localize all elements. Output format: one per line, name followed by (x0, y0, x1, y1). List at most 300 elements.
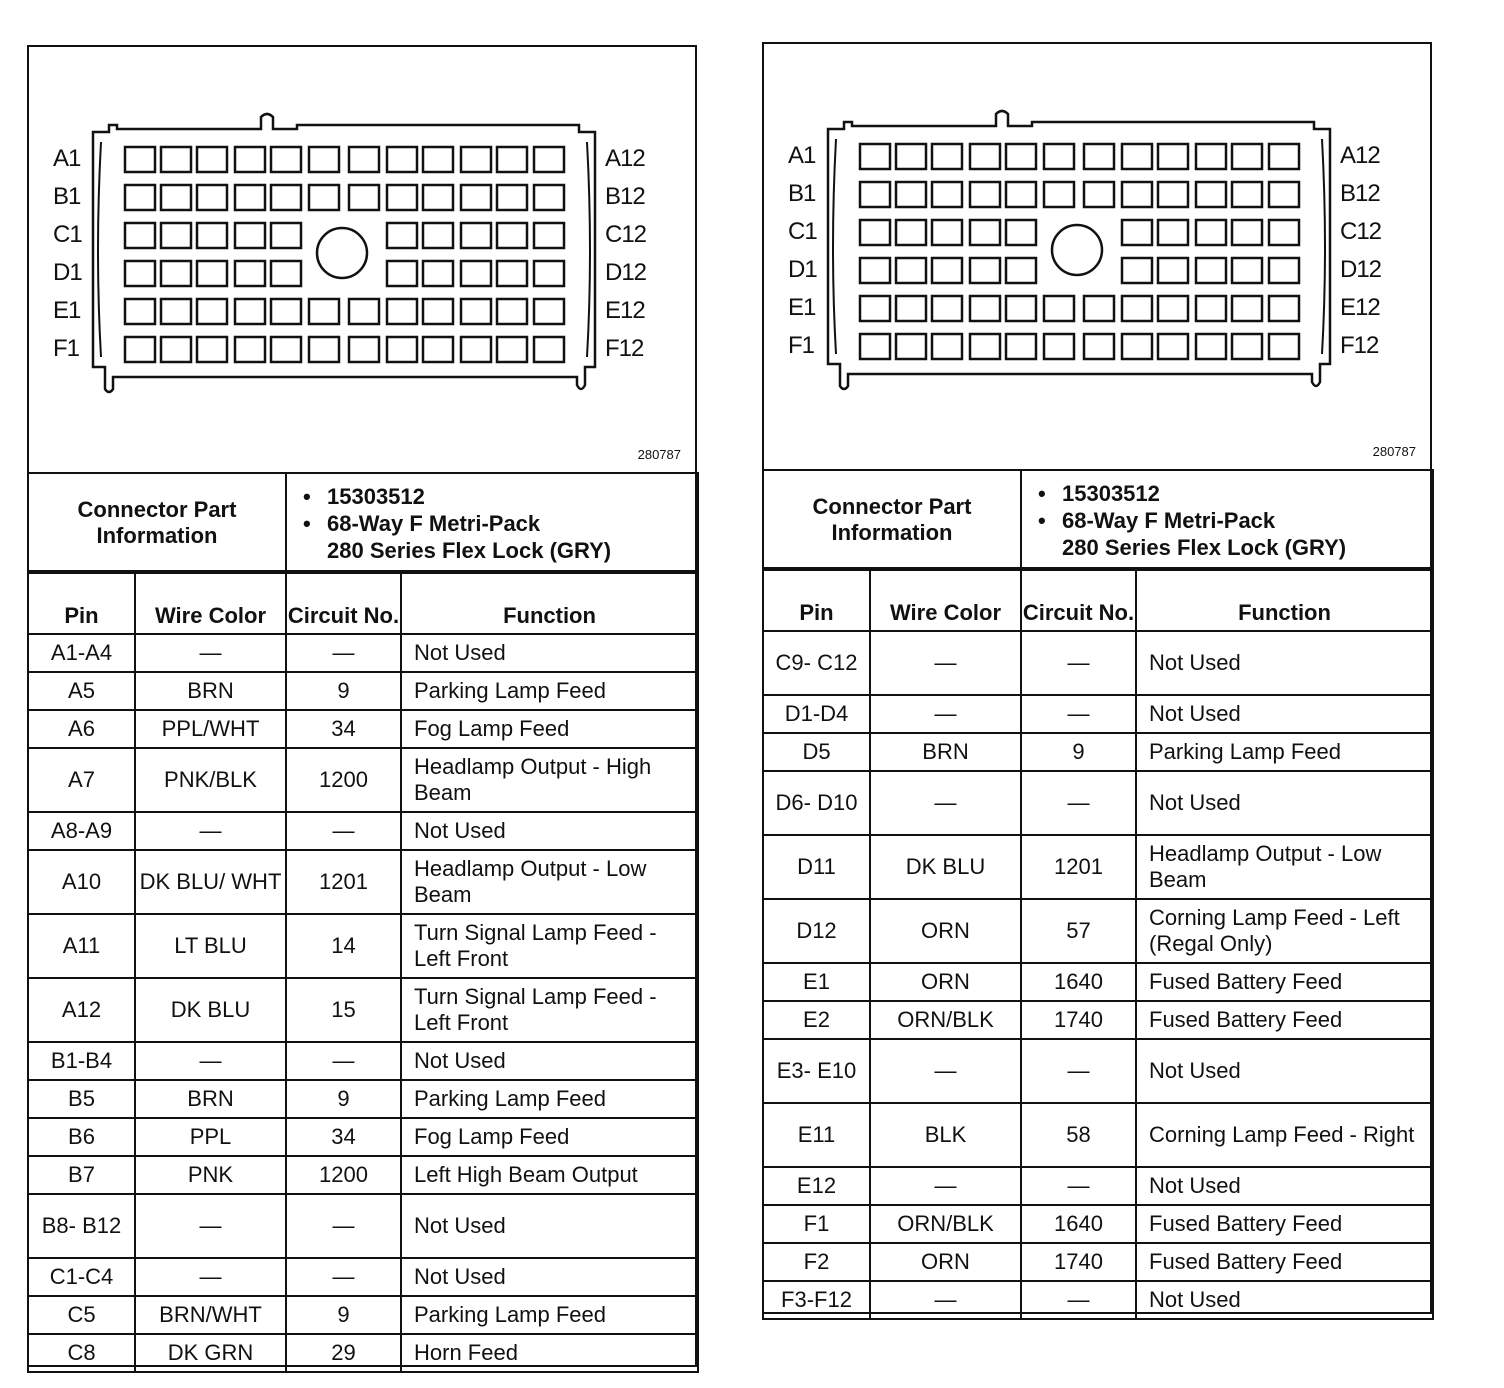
pin-cavity (161, 337, 191, 362)
function-cell: Fog Lamp Feed (401, 1118, 698, 1156)
pin-cell: D12 (763, 899, 870, 963)
row-label-right: F12 (605, 335, 644, 362)
pinout-table (27, 570, 699, 1373)
circuit-cell: 15 (286, 978, 401, 1042)
pin-cavity (461, 261, 491, 286)
circuit-cell: — (286, 1194, 401, 1258)
header-function: Function (401, 571, 698, 634)
table-row (28, 1296, 698, 1334)
pin-cavity (860, 334, 890, 359)
center-bolt-hole (1052, 225, 1102, 275)
function-cell: Parking Lamp Feed (401, 1080, 698, 1118)
table-row (763, 631, 1433, 695)
pin-cavity (1006, 182, 1036, 207)
table-row (763, 695, 1433, 733)
pin-cavity (970, 182, 1000, 207)
pin-cavity (1232, 334, 1262, 359)
pin-cavity (1269, 334, 1299, 359)
table-row (763, 733, 1433, 771)
row-label-left: B1 (788, 180, 816, 207)
pin-cavity (1196, 296, 1226, 321)
pin-cavity (161, 261, 191, 286)
function-cell: Headlamp Output - High Beam (401, 748, 698, 812)
pin-cavity (125, 185, 155, 210)
pin-cavity (235, 337, 265, 362)
pin-cavity (497, 261, 527, 286)
connector-diagram (29, 47, 695, 472)
wire-color-cell: ORN/BLK (870, 1205, 1021, 1243)
pin-cavity (271, 299, 301, 324)
pin-cavity (534, 223, 564, 248)
pin-cavity (970, 144, 1000, 169)
header-function: Function (1136, 568, 1433, 631)
function-cell: Headlamp Output - Low Beam (401, 850, 698, 914)
pin-cell: F1 (763, 1205, 870, 1243)
wire-color-cell: PPL (135, 1118, 286, 1156)
wire-color-cell: DK BLU (870, 835, 1021, 899)
pin-cavity (387, 185, 417, 210)
connector-panel-left (27, 45, 697, 1367)
wire-color-cell: PPL/WHT (135, 710, 286, 748)
table-row (763, 899, 1433, 963)
pin-cell: A7 (28, 748, 135, 812)
pin-cavity (125, 261, 155, 286)
circuit-cell: 9 (286, 1080, 401, 1118)
pin-cavity (387, 223, 417, 248)
table-row (763, 835, 1433, 899)
pin-cavity (1269, 144, 1299, 169)
pin-cavity (1196, 258, 1226, 283)
pin-cavity (461, 185, 491, 210)
row-label-left: D1 (53, 259, 82, 286)
circuit-cell: — (1021, 771, 1136, 835)
pin-cavity (1006, 220, 1036, 245)
pin-cavity (423, 299, 453, 324)
header-circuit-no: Circuit No. (1021, 568, 1136, 631)
pinout-table-body (28, 634, 698, 1372)
table-row (28, 1156, 698, 1194)
pin-cavity (970, 258, 1000, 283)
pin-cell: E3- E10 (763, 1039, 870, 1103)
pin-cavity (235, 223, 265, 248)
circuit-cell: — (1021, 695, 1136, 733)
table-row (763, 1001, 1433, 1039)
pin-cell: D6- D10 (763, 771, 870, 835)
function-cell: Parking Lamp Feed (1136, 733, 1433, 771)
pin-cell: D11 (763, 835, 870, 899)
header-wire-color: Wire Color (870, 568, 1021, 631)
pin-cell: A10 (28, 850, 135, 914)
row-label-right: E12 (605, 297, 645, 324)
wire-color-cell: — (135, 634, 286, 672)
table-row (763, 1281, 1433, 1319)
pin-cell: E2 (763, 1001, 870, 1039)
row-label-right: A12 (1340, 142, 1380, 169)
figure-ref-id: 280787 (1372, 444, 1416, 459)
pin-cell: A8-A9 (28, 812, 135, 850)
pin-cavity (197, 261, 227, 286)
pin-cavity (125, 299, 155, 324)
function-cell: Parking Lamp Feed (401, 672, 698, 710)
pin-cavity (1084, 144, 1114, 169)
pin-cavity (197, 147, 227, 172)
pin-cavity (423, 261, 453, 286)
pin-cavity (534, 185, 564, 210)
pin-cavity (387, 261, 417, 286)
circuit-cell: 1201 (1021, 835, 1136, 899)
wire-color-cell: LT BLU (135, 914, 286, 978)
function-cell: Not Used (1136, 631, 1433, 695)
pin-cavity (497, 147, 527, 172)
connector-face-drawing (764, 44, 1430, 469)
function-cell: Fused Battery Feed (1136, 963, 1433, 1001)
pin-cavity (271, 261, 301, 286)
wire-color-cell: BRN (135, 1080, 286, 1118)
row-label-left: A1 (788, 142, 816, 169)
pin-cell: D5 (763, 733, 870, 771)
pin-cavity (387, 337, 417, 362)
pin-cavity (1044, 182, 1074, 207)
pin-cavity (1158, 334, 1188, 359)
pin-cavity (1006, 334, 1036, 359)
pin-cell: A5 (28, 672, 135, 710)
pin-cavity (197, 185, 227, 210)
pin-cavity (896, 258, 926, 283)
row-label-right: B12 (605, 183, 645, 210)
pin-cavity (197, 223, 227, 248)
row-label-left: C1 (53, 221, 82, 248)
circuit-cell: — (286, 1258, 401, 1296)
pin-cavity (860, 144, 890, 169)
row-label-right: D12 (605, 259, 647, 286)
part-number: • 15303512 (327, 483, 697, 510)
pin-cavity (1269, 182, 1299, 207)
circuit-cell: 34 (286, 710, 401, 748)
wire-color-cell: BRN (870, 733, 1021, 771)
function-cell: Not Used (1136, 1167, 1433, 1205)
circuit-cell: — (286, 634, 401, 672)
pin-cell: E12 (763, 1167, 870, 1205)
connector-info-table (27, 472, 699, 574)
pin-cavity (461, 337, 491, 362)
pin-cavity (1196, 144, 1226, 169)
pin-cavity (896, 296, 926, 321)
wire-color-cell: — (870, 1281, 1021, 1319)
function-cell: Headlamp Output - Low Beam (1136, 835, 1433, 899)
connector-info-label: Connector Part Information (763, 470, 1021, 570)
wire-color-cell: DK BLU (135, 978, 286, 1042)
part-number: • 15303512 (1062, 480, 1432, 507)
circuit-cell: — (1021, 1281, 1136, 1319)
table-row (28, 1080, 698, 1118)
table-row (28, 812, 698, 850)
wire-color-cell: DK BLU/ WHT (135, 850, 286, 914)
circuit-cell: — (286, 1042, 401, 1080)
wire-color-cell: ORN/BLK (870, 1001, 1021, 1039)
pinout-table-body (763, 631, 1433, 1319)
pin-cavity (349, 299, 379, 324)
pin-cavity (534, 261, 564, 286)
housing-edge (98, 142, 101, 357)
pin-cavity (860, 220, 890, 245)
pin-cavity (235, 261, 265, 286)
table-row (28, 850, 698, 914)
pinout-table (762, 567, 1434, 1320)
pin-cavity (1269, 296, 1299, 321)
pin-cavity (161, 299, 191, 324)
circuit-cell: 57 (1021, 899, 1136, 963)
pin-cell: B7 (28, 1156, 135, 1194)
header-wire-color: Wire Color (135, 571, 286, 634)
housing-edge (833, 139, 836, 354)
table-row (28, 1042, 698, 1080)
pin-cavity (860, 182, 890, 207)
function-cell: Left High Beam Output (401, 1156, 698, 1194)
pin-cell: E11 (763, 1103, 870, 1167)
pin-cavity (896, 182, 926, 207)
circuit-cell: 1640 (1021, 963, 1136, 1001)
pin-cavity (1006, 144, 1036, 169)
circuit-cell: 29 (286, 1334, 401, 1372)
pin-cavity (1158, 144, 1188, 169)
pin-cavity (197, 299, 227, 324)
row-label-left: C1 (788, 218, 817, 245)
pin-cavity (932, 258, 962, 283)
circuit-cell: 1200 (286, 748, 401, 812)
table-row (763, 1205, 1433, 1243)
circuit-cell: 34 (286, 1118, 401, 1156)
function-cell: Not Used (1136, 1039, 1433, 1103)
pin-cell: B5 (28, 1080, 135, 1118)
function-cell: Horn Feed (401, 1334, 698, 1372)
part-desc-line2: 280 Series Flex Lock (GRY) (1062, 534, 1347, 560)
pin-cavity (1158, 258, 1188, 283)
pin-cavity (932, 182, 962, 207)
part-desc-line2: 280 Series Flex Lock (GRY) (327, 537, 612, 563)
pin-cavity (271, 147, 301, 172)
circuit-cell: 58 (1021, 1103, 1136, 1167)
circuit-cell: 1640 (1021, 1205, 1136, 1243)
connector-housing (828, 111, 1330, 389)
connector-info-values (1021, 470, 1433, 570)
housing-edge (1322, 139, 1325, 354)
function-cell: Not Used (401, 1258, 698, 1296)
pin-cavity (387, 299, 417, 324)
pin-cell: C5 (28, 1296, 135, 1334)
pin-cavity (1006, 296, 1036, 321)
pin-cavity (1232, 182, 1262, 207)
connector-diagram (764, 44, 1430, 469)
figure-ref-id: 280787 (637, 447, 681, 462)
pin-cavity (309, 147, 339, 172)
pin-cavity (125, 337, 155, 362)
pin-cavity (1196, 220, 1226, 245)
pin-cavity (125, 147, 155, 172)
pin-cavity (1232, 220, 1262, 245)
pin-cavity (423, 147, 453, 172)
pin-cell: C8 (28, 1334, 135, 1372)
pin-cavity (896, 334, 926, 359)
circuit-cell: 1200 (286, 1156, 401, 1194)
housing-edge (587, 142, 590, 357)
table-row (763, 771, 1433, 835)
wire-color-cell: — (870, 631, 1021, 695)
table-row (28, 748, 698, 812)
wire-color-cell: PNK (135, 1156, 286, 1194)
circuit-cell: 14 (286, 914, 401, 978)
function-cell: Not Used (1136, 771, 1433, 835)
pin-cavity (1084, 296, 1114, 321)
pin-cavity (896, 220, 926, 245)
table-row (763, 1039, 1433, 1103)
pin-cavity (1158, 296, 1188, 321)
wire-color-cell: — (870, 1039, 1021, 1103)
pin-cavity (309, 299, 339, 324)
pin-cavity (1084, 182, 1114, 207)
wire-color-cell: — (870, 1167, 1021, 1205)
connector-face-drawing (29, 47, 695, 472)
function-cell: Fused Battery Feed (1136, 1205, 1433, 1243)
header-pin: Pin (28, 571, 135, 634)
pin-cavity (497, 299, 527, 324)
table-row (28, 1334, 698, 1372)
pin-cavity (1232, 258, 1262, 283)
row-label-right: C12 (605, 221, 647, 248)
pin-cavity (271, 223, 301, 248)
pin-cavity (161, 147, 191, 172)
wire-color-cell: — (135, 812, 286, 850)
circuit-cell: 9 (1021, 733, 1136, 771)
circuit-cell: 9 (286, 672, 401, 710)
pin-cavity (1122, 296, 1152, 321)
pin-cell: F2 (763, 1243, 870, 1281)
pin-cavity (271, 337, 301, 362)
pin-cell: A12 (28, 978, 135, 1042)
pin-cavity (932, 334, 962, 359)
circuit-cell: 1740 (1021, 1243, 1136, 1281)
pin-cavity (932, 144, 962, 169)
function-cell: Turn Signal Lamp Feed - Left Front (401, 978, 698, 1042)
pin-cell: B8- B12 (28, 1194, 135, 1258)
pin-cavity (896, 144, 926, 169)
table-row (28, 634, 698, 672)
pin-cell: F3-F12 (763, 1281, 870, 1319)
circuit-cell: 9 (286, 1296, 401, 1334)
row-label-right: F12 (1340, 332, 1379, 359)
pin-cavity (423, 223, 453, 248)
pin-cavity (349, 185, 379, 210)
part-desc-line1: • 68-Way F Metri-Pack (1062, 507, 1432, 534)
wire-color-cell: ORN (870, 899, 1021, 963)
pin-cavity (423, 337, 453, 362)
pin-cavity (1196, 334, 1226, 359)
pin-cavity (497, 223, 527, 248)
pin-cavity (970, 296, 1000, 321)
table-row (28, 914, 698, 978)
pin-cavity (1044, 296, 1074, 321)
wire-color-cell: — (870, 695, 1021, 733)
pin-cell: A6 (28, 710, 135, 748)
function-cell: Corning Lamp Feed - Left (Regal Only) (1136, 899, 1433, 963)
header-circuit-no: Circuit No. (286, 571, 401, 634)
table-row (763, 1243, 1433, 1281)
pin-cavity (271, 185, 301, 210)
circuit-cell: — (1021, 1039, 1136, 1103)
header-pin: Pin (763, 568, 870, 631)
table-row (763, 1167, 1433, 1205)
pin-cavity (534, 337, 564, 362)
pin-cavity (387, 147, 417, 172)
function-cell: Not Used (401, 1194, 698, 1258)
pin-cavity (1122, 258, 1152, 283)
function-cell: Not Used (401, 812, 698, 850)
pin-cavity (932, 220, 962, 245)
pin-cavity (309, 185, 339, 210)
pin-cavity (349, 147, 379, 172)
pin-cavity (161, 223, 191, 248)
wire-color-cell: PNK/BLK (135, 748, 286, 812)
pin-cell: D1-D4 (763, 695, 870, 733)
row-label-left: B1 (53, 183, 81, 210)
row-label-left: F1 (53, 335, 80, 362)
wire-color-cell: BLK (870, 1103, 1021, 1167)
circuit-cell: — (286, 812, 401, 850)
row-label-left: E1 (788, 294, 816, 321)
row-label-right: A12 (605, 145, 645, 172)
pin-cavity (235, 299, 265, 324)
table-row (763, 1103, 1433, 1167)
pin-cavity (235, 185, 265, 210)
pin-cavity (860, 258, 890, 283)
pin-cavity (235, 147, 265, 172)
function-cell: Fused Battery Feed (1136, 1001, 1433, 1039)
pin-cavity (309, 337, 339, 362)
pin-cavity (461, 223, 491, 248)
row-label-left: D1 (788, 256, 817, 283)
table-row (28, 1194, 698, 1258)
connector-housing (93, 114, 595, 392)
wire-color-cell: DK GRN (135, 1334, 286, 1372)
wire-color-cell: ORN (870, 1243, 1021, 1281)
pin-cavity (1122, 334, 1152, 359)
pin-cavity (1084, 334, 1114, 359)
pin-cavity (497, 337, 527, 362)
circuit-cell: 1740 (1021, 1001, 1136, 1039)
row-label-right: E12 (1340, 294, 1380, 321)
pin-cavity (534, 147, 564, 172)
function-cell: Turn Signal Lamp Feed - Left Front (401, 914, 698, 978)
row-label-right: D12 (1340, 256, 1382, 283)
pin-cavity (1158, 220, 1188, 245)
connector-panel-right (762, 42, 1432, 1314)
pin-cavity (1269, 220, 1299, 245)
function-cell: Parking Lamp Feed (401, 1296, 698, 1334)
table-row (28, 978, 698, 1042)
pin-cavity (1044, 144, 1074, 169)
table-row (28, 710, 698, 748)
table-row (28, 672, 698, 710)
pin-cell: C1-C4 (28, 1258, 135, 1296)
pin-cavity (349, 337, 379, 362)
pin-cavity (1196, 182, 1226, 207)
pin-cavity (423, 185, 453, 210)
function-cell: Not Used (401, 1042, 698, 1080)
function-cell: Not Used (401, 634, 698, 672)
wire-color-cell: — (135, 1194, 286, 1258)
pin-cavity (1122, 220, 1152, 245)
row-label-left: F1 (788, 332, 815, 359)
pin-cavity (534, 299, 564, 324)
